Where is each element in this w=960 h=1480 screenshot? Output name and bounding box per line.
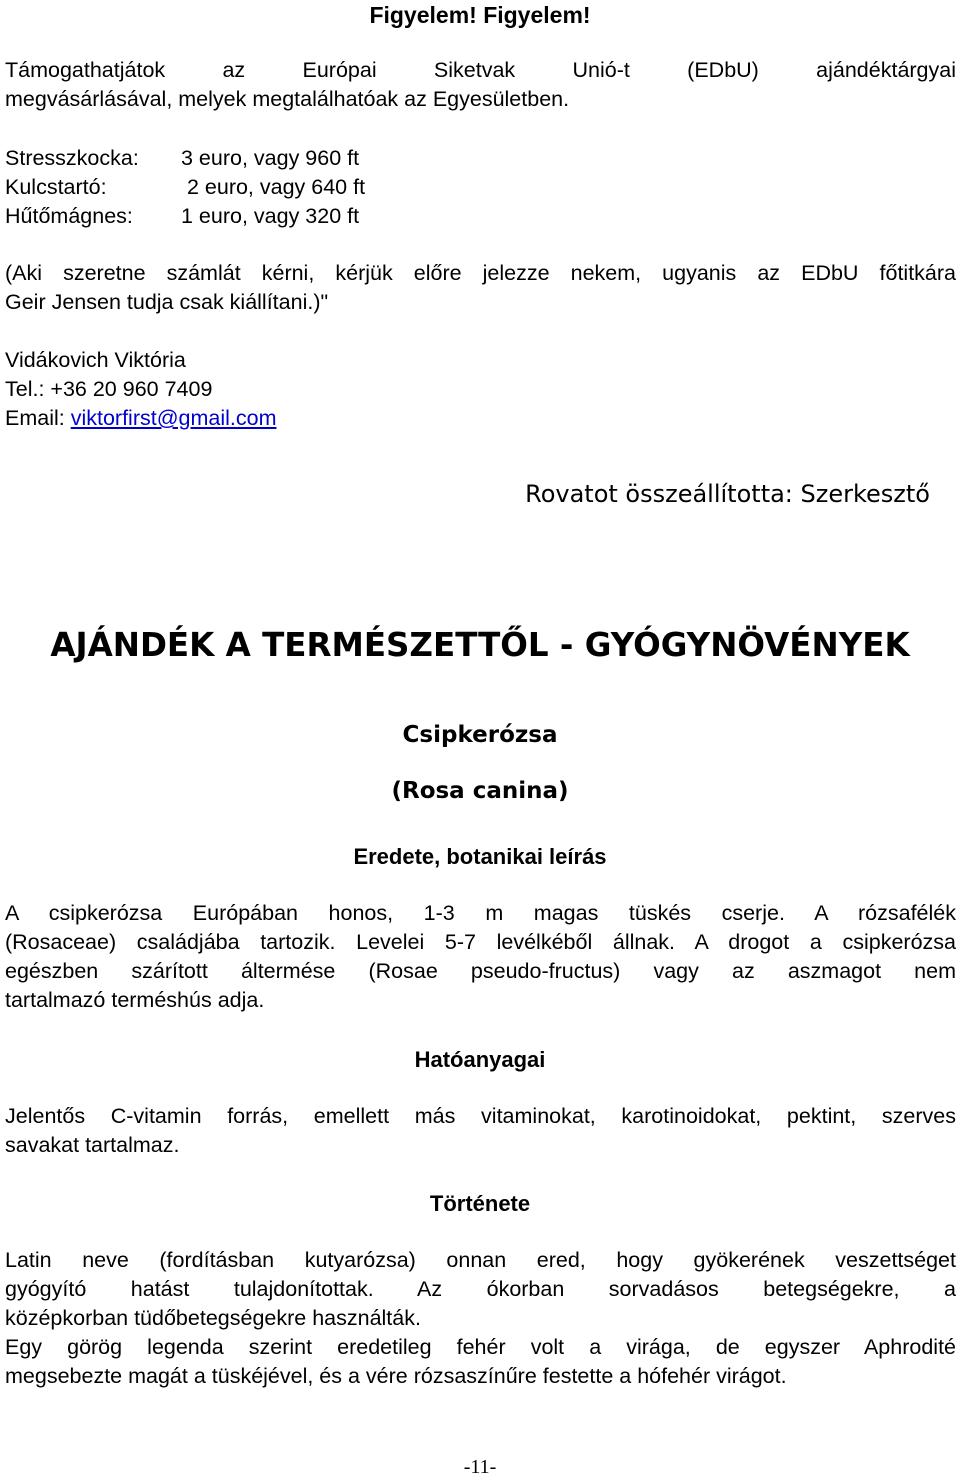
page-number: -11- <box>463 1456 497 1478</box>
section-heading-active-ingredients: Hatóanyagai <box>414 1047 546 1072</box>
price-value-stress-cube: 3 euro, vagy 960 ft <box>181 146 360 170</box>
contact-phone: Tel.: +36 20 960 7409 <box>5 377 213 401</box>
price-label-fridge-magnet: Hűtőmágnes: <box>5 204 133 228</box>
section-history-line-4: Egy görög legenda szerint eredetileg fehér volt a virága, de egyszer Aphrodité <box>5 1335 956 1359</box>
notice-intro-line-1: Támogathatjátok az Európai Siketvak Unió-t (EDbU) ajándéktárgyai <box>5 58 956 82</box>
notice-title: Figyelem! Figyelem! <box>369 2 591 28</box>
section-ingredients-line-1: Jelentős C-vitamin forrás, emellett más vitaminokat, karotinoidokat, pektint, szerves <box>5 1104 956 1128</box>
section-heading-origin: Eredete, botanikai leírás <box>353 844 607 869</box>
section-heading-history: Története <box>429 1191 531 1216</box>
section-history-line-3: középkorban tüdőbetegségekre használták. <box>5 1306 421 1330</box>
section-origin-line-4: tartalmazó terméshús adja. <box>5 988 265 1012</box>
section-history-line-2: gyógyító hatást tulajdonítottak. Az ókorban sorvadásos betegségekre, a <box>5 1277 956 1301</box>
contact-email-label: Email: <box>5 406 71 430</box>
notice-intro-line-2: megvásárlásával, melyek megtalálhatóak az Egyesületben. <box>5 87 570 111</box>
editor-credit: Rovatot összeállította: Szerkesztő <box>525 480 930 508</box>
price-value-fridge-magnet: 1 euro, vagy 320 ft <box>181 204 360 228</box>
contact-email-link[interactable]: viktorfirst@gmail.com <box>70 406 277 430</box>
contact-name: Vidákovich Viktória <box>5 348 186 372</box>
plant-name: Csipkerózsa <box>402 722 558 748</box>
price-label-keychain: Kulcstartó: <box>5 175 107 199</box>
invoice-note-line-1: (Aki szeretne számlát kérni, kérjük előre jelezze nekem, ugyanis az EDbU főtitkára <box>5 261 956 285</box>
invoice-note-line-2: Geir Jensen tudja csak kiállítani.)" <box>5 290 329 314</box>
section-ingredients-line-2: savakat tartalmaz. <box>5 1133 180 1157</box>
contact-email-row <box>5 404 277 433</box>
section-origin-line-2: (Rosaceae) családjába tartozik. Levelei 5-7 levélkéből állnak. A drogot a csipkerózsa <box>5 930 956 954</box>
plant-latin-name: (Rosa canina) <box>391 778 569 804</box>
section-history-line-1: Latin neve (fordításban kutyarózsa) onnan ered, hogy gyökerének veszettséget <box>5 1248 956 1272</box>
article-main-title: AJÁNDÉK A TERMÉSZETTŐL - GYÓGYNÖVÉNYEK <box>50 626 910 664</box>
price-value-keychain: 2 euro, vagy 640 ft <box>181 175 366 199</box>
section-history-line-5: megsebezte magát a tüskéjével, és a vére rózsaszínűre festette a hófehér virágot. <box>5 1364 787 1388</box>
price-label-stress-cube: Stresszkocka: <box>5 146 139 170</box>
section-origin-line-1: A csipkerózsa Európában honos, 1-3 m magas tüskés cserje. A rózsafélék <box>5 901 956 925</box>
section-origin-line-3: egészben szárított áltermése (Rosae pseudo-fructus) vagy az aszmagot nem <box>5 959 956 983</box>
